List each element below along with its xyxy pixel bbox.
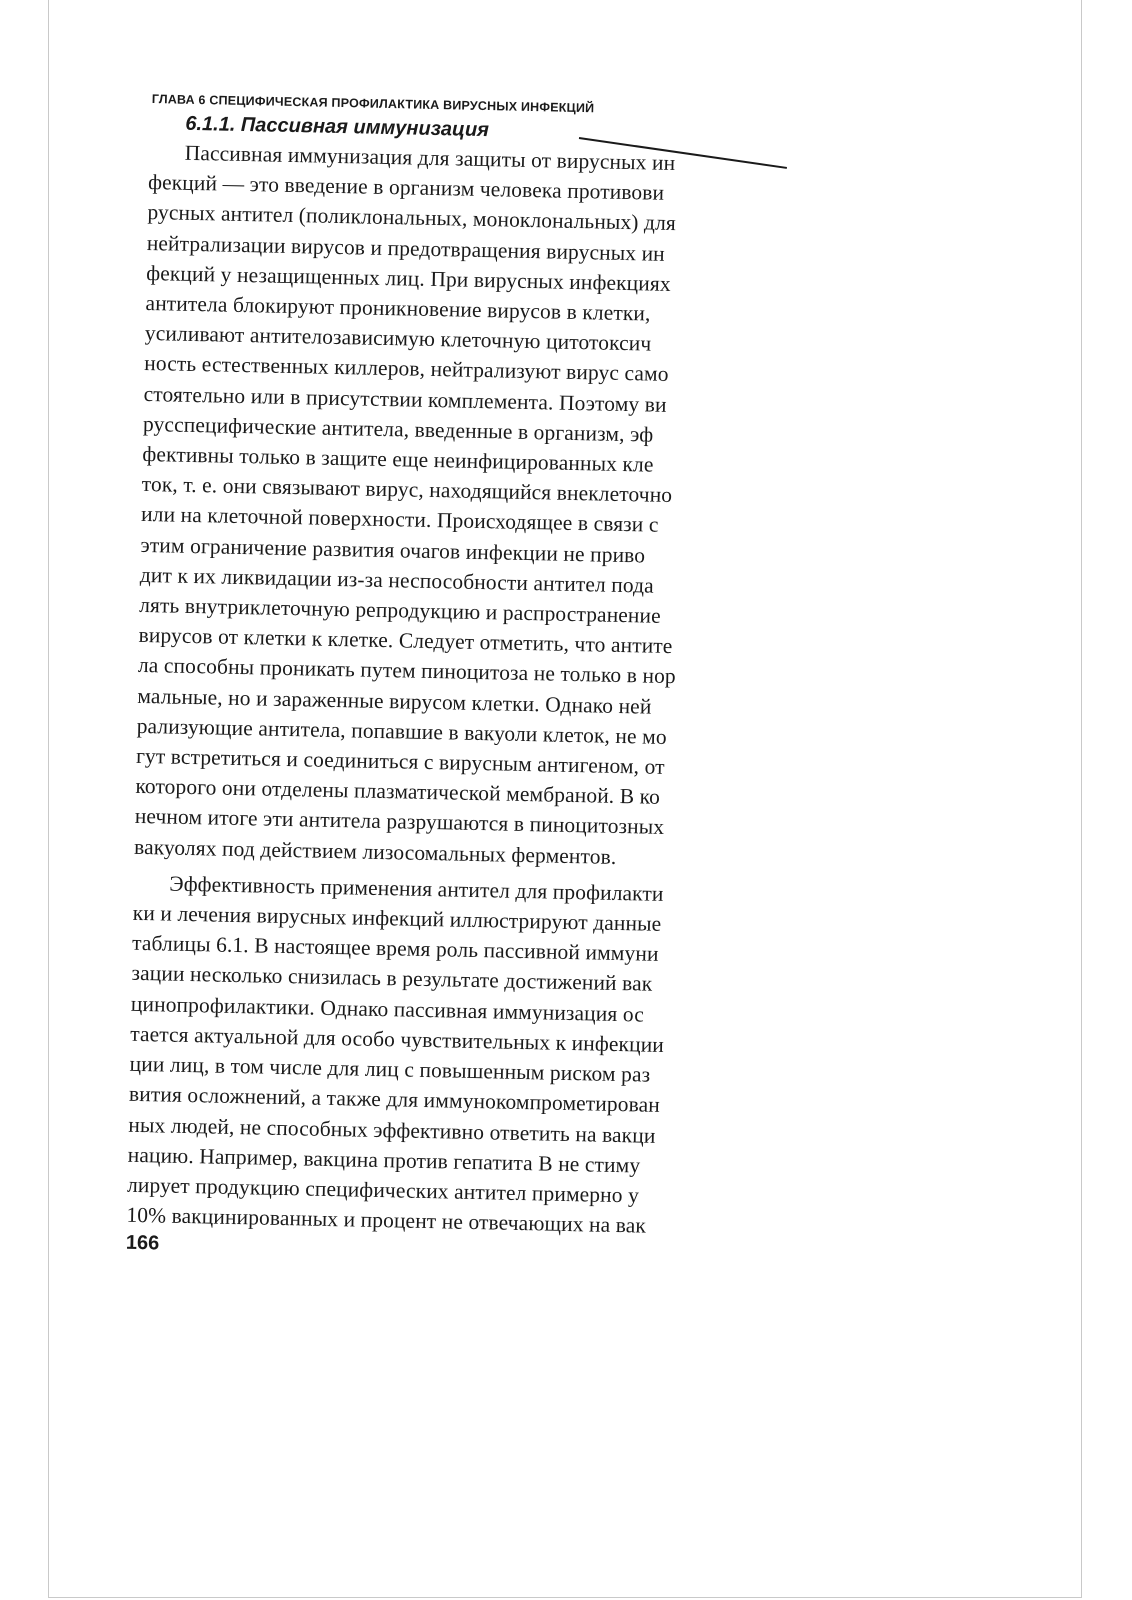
text-line: фективны только в защите еще неинфицированных кле	[142, 441, 654, 477]
text-line: антитела блокируют проникновение вирусов в клетки,	[145, 290, 651, 326]
text-line: вирусов от клетки к клетке. Следует отметить, что антите	[138, 623, 673, 659]
text-line: зации несколько снизилась в результате достижений вак	[131, 961, 653, 997]
text-line: таблицы 6.1. В настоящее время роль пассивной иммуни	[131, 931, 659, 967]
text-line: русспецифические антитела, введенные в организм, эф	[142, 411, 654, 447]
text-line: фекций — это введение в организм человека противови	[147, 170, 665, 205]
text-line: которого они отделены плазматической мембраной. В ко	[135, 774, 661, 810]
text-line: рализующие антитела, попавшие в вакуоли клеток, не мо	[136, 713, 667, 749]
text-line: гут встретиться и соединиться с вирусным антигеном, от	[135, 743, 665, 779]
text-line: ных людей, не способных эффективно ответить на вакци	[128, 1112, 656, 1148]
running-header: ГЛАВА 6 СПЕЦИФИЧЕСКАЯ ПРОФИЛАКТИКА ВИРУСНЫХ ИНФЕКЦИЙ	[151, 92, 595, 116]
text-line: вакуолях под действием лизосомальных ферментов.	[133, 834, 617, 869]
text-line: ток, т. е. они связывают вирус, находящийся внеклеточно	[141, 472, 673, 508]
text-line: русных антител (поликлональных, моноклональных) для	[147, 200, 677, 236]
paragraph-1	[134, 137, 809, 876]
text-line: лять внутриклеточную репродукцию и распространение	[139, 592, 662, 628]
section-title: 6.1.1. Пассивная иммунизация	[185, 112, 490, 142]
text-line: ки и лечения вирусных инфекций иллюстрируют данные	[132, 900, 662, 936]
document-page	[126, 92, 810, 1269]
text-line: Пассивная иммунизация для защиты от вирусных ин	[184, 140, 676, 176]
page-number: 166	[125, 1232, 160, 1255]
text-line: нейтрализации вирусов и предотвращения вирусных ин	[146, 230, 666, 266]
text-line: лирует продукцию специфических антител примерно у	[126, 1172, 640, 1208]
text-line: стоятельно или в присутствии комплемента. Поэтому ви	[143, 381, 667, 417]
text-line: этим ограничение развития очагов инфекции не приво	[140, 532, 646, 568]
text-line: вития осложнений, а также для иммунокомпрометирован	[128, 1082, 661, 1118]
text-line: нечном итоге эти антитела разрушаются в пиноцитозных	[134, 804, 665, 840]
text-line: или на клеточной поверхности. Происходящее в связи с	[140, 502, 659, 538]
text-line: фекций у незащищенных лиц. При вирусных инфекциях	[145, 260, 672, 296]
text-line: усиливают антителозависимую клеточную цитотоксич	[144, 321, 652, 356]
text-line: 10% вакцинированных и процент не отвечающих на вак	[126, 1202, 647, 1238]
text-line: Эффективность применения антител для профилакти	[169, 871, 664, 906]
text-line: мальные, но и зараженные вирусом клетки. Однако ней	[137, 683, 652, 719]
text-line: ции лиц, в том числе для лиц с повышенным риском раз	[129, 1051, 651, 1087]
text-line: нацию. Например, вакцина против гепатита В не стиму	[127, 1142, 641, 1178]
text-line: ность естественных киллеров, нейтрализуют вирус само	[144, 351, 669, 387]
paragraph-2	[126, 868, 793, 1244]
text-line: тается актуальной для особо чувствительных к инфекции	[130, 1021, 665, 1057]
text-line: ла способны проникать путем пиноцитоза не только в нор	[137, 653, 677, 689]
text-line: дит к их ликвидации из-за неспособности антител пода	[139, 562, 655, 598]
text-line: цинопрофилактики. Однако пассивная иммунизация ос	[130, 991, 645, 1027]
